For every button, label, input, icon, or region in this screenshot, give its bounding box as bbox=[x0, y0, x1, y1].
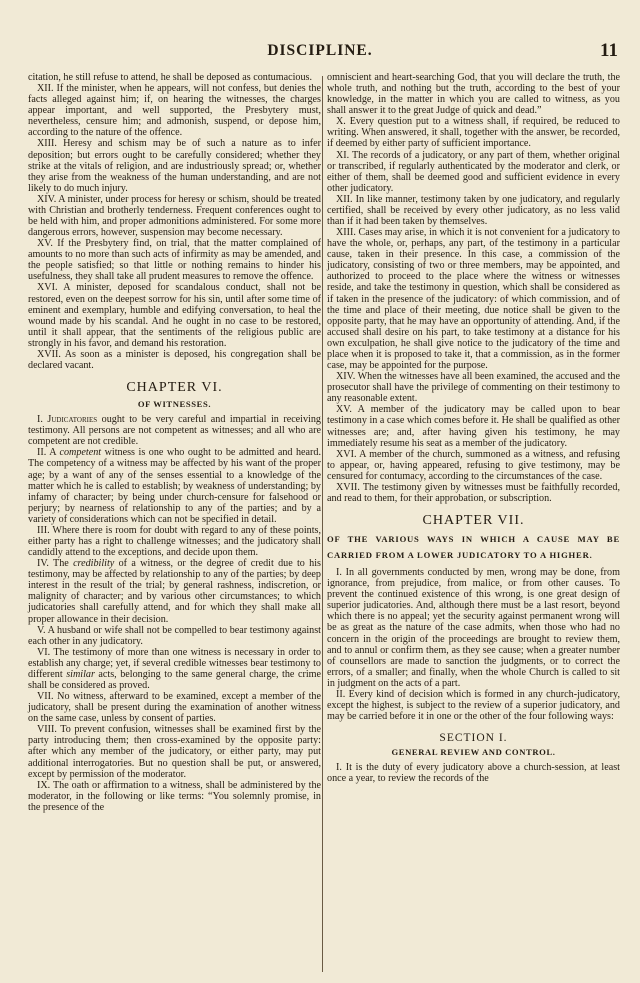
running-head bbox=[0, 40, 640, 70]
paragraph: VII. No witness, afterward to be examined, except a member of the judicatory, shall be present during the examination of another witness on the same case, unless by consent of parties. bbox=[28, 691, 321, 725]
paragraph: I. In all governments conducted by men, wrong may be done, from ignorance, from prejudice, from malice, or from other causes. To prevent the continued existence of this wrong, is one great design of superior judicatories. And, although there must be a last resort, beyond which there is no appeal; yet the security against permanent wrong will be as great as the nature of the case admits, when those who had no concern in the origin of the proceedings are brought to review them, and to annul or confirm them, as they see cause; when a greater number of counsellors are made to sanction the judgments, or to correct the errors, of a smaller; and finally, when the whole Church is called to sit in judgment on the acts of a part. bbox=[327, 567, 620, 689]
paragraph: XII. In like manner, testimony taken by one judicatory, and regularly certified, shall be received by every other judicatory, as no less valid than if it had been taken by themselves. bbox=[327, 193, 620, 228]
paragraph: XIII. Heresy and schism may be of such a nature as to infer deposition; but errors ought to be carefully considered; whether they strike at the vitals of religion, and are industriously spread; or, whether they arise from the weakness of the human understanding, and are not likely to do much injury. bbox=[28, 138, 321, 194]
running-title: DISCIPLINE. bbox=[267, 42, 373, 59]
italic-term: similar bbox=[66, 668, 95, 680]
paragraph: IX. The oath or affirmation to a witness, shall be administered by the moderator, in the following or like terms: “You solemnly promise, in the presence of the bbox=[28, 779, 321, 813]
paragraph: XV. A member of the judicatory may be called upon to bear testimony in a case which comes before it. He shall be qualified as other witnesses are; and, after having given his testimony, he may immediately resume his seat as a member of the judicatory. bbox=[327, 404, 620, 449]
italic-term: credibility bbox=[73, 558, 115, 570]
paragraph: XVI. A minister, deposed for scandalous conduct, shall not be restored, even on the deepest sorrow for his sin, until after some time of eminent and exemplary, humble and edifying conversation, to heal the wound made by his scandal. And he ought in no case to be restored, until it shall appear, that the sentiments of the religious public are strongly in his favor, and demand his restoration. bbox=[28, 282, 321, 349]
chapter-heading: CHAPTER VI. bbox=[126, 380, 223, 396]
paragraph: XVII. As soon as a minister is deposed, his congregation shall be declared vacant. bbox=[28, 348, 321, 372]
paragraph: XVI. A member of the church, summoned as a witness, and refusing to appear, or, having appeared, refusing to give testimony, may be censured for contumacy, according to the circumstances of the case. bbox=[327, 448, 620, 482]
paragraph: omniscient and heart-searching God, that you will declare the truth, the whole truth, and nothing but the truth, according to the best of your knowledge, in the matter in which you are called to witness, as you shall answer it to the great Judge of quick and dead.” bbox=[327, 72, 620, 117]
paragraph: XIV. When the witnesses have all been examined, the accused and the prosecutor shall have the privilege of commenting on their testimony to any reasonable extent. bbox=[327, 371, 620, 405]
paragraph: XVII. The testimony given by witnesses must be faithfully recorded, and read to them, for their approbation, or subscription. bbox=[327, 481, 620, 504]
italic-term: competent bbox=[59, 447, 102, 459]
chapter-heading: CHAPTER VII. bbox=[422, 513, 525, 529]
paragraph: VI. The testimony of more than one witness is necessary in order to establish any charge; yet, if several credible witnesses bear testimony to different similar acts, belonging to the same general charge, the crime shall be considered as proved. bbox=[28, 646, 321, 691]
paragraph: X. Every question put to a witness shall, if required, be reduced to writing. When answered, it shall, together with the answer, be recorded, if deemed by either party of sufficient importance. bbox=[327, 116, 620, 150]
paragraph: II. Every kind of decision which is formed in any church-judicatory, except the highest, is subject to the review of a superior judicatory, and may be carried before it in one or the other of the four following ways: bbox=[327, 688, 620, 723]
left-column bbox=[28, 72, 321, 813]
paragraph: XI. The records of a judicatory, or any part of them, whether original or transcribed, if regularly authenticated by the moderator and clerk, or either of them, shall be deemed good and sufficient evidence in every other judicatory. bbox=[327, 149, 620, 194]
page-number: 11 bbox=[600, 40, 618, 61]
smallcaps-word: Judicatories bbox=[47, 414, 98, 426]
chapter-subheading: OF WITNESSES. bbox=[137, 399, 212, 410]
paragraph: XV. If the Presbytery find, on trial, that the matter complained of amounts to no more than such acts of infirmity as may be amended, and the people satisfied; so that little or nothing remains to hinder his usefulness, they shall take all prudent measures to remove the offence. bbox=[28, 238, 321, 283]
right-column bbox=[327, 72, 620, 813]
paragraph: VIII. To prevent confusion, witnesses shall be examined first by the party introducing them; then cross-examined by the opposite party: after which any member of the judicatory, or either party, may put additional interrogatories. But no question shall be put, or answered, except by permission of the moderator. bbox=[28, 724, 321, 780]
paragraph: citation, he still refuse to attend, he shall be deposed as contumacious. bbox=[28, 72, 312, 83]
paragraph: II. A competent witness is one who ought to be admitted and heard. The competency of a witness may be affected by his want of the proper age; by a want of any of the senses essential to a knowledge of the matter which he is called to establish; by weakness of understanding; by infamy of character; by being under church-censure for falsehood or perjury; by nearness of relationship to any of the parties; and by a variety of considerations which can not be specified in detail. bbox=[28, 447, 321, 525]
paragraph: IV. The credibility of a witness, or the degree of credit due to his testimony, may be affected by relationship to any of the parties; by deep interest in the result of the trial; by general rashness, indiscretion, or malignity of character; and by various other circumstances; to which judicatories shall carefully attend, and for which they shall make all proper allowance in their decision. bbox=[28, 558, 321, 625]
paragraph: I. Judicatories ought to be very careful and impartial in receiving testimony. All persons are not competent as witnesses; and all who are competent are not credible. bbox=[28, 414, 321, 448]
paragraph: XIII. Cases may arise, in which it is not convenient for a judicatory to have the whole, or, perhaps, any part, of the testimony in a particular cause, taken in their presence. In this case, a commission of the judicatory, consisting of two or three members, may be appointed, and authorized to proceed to the place where the witness or witnesses reside, and take the testimony in question, which shall be considered as if taken in the presence of the judicatory: of which commission, and of the time and place of their meeting, due notice shall be given to the opposite party, that he may have an opportunity of attending. And, if the accused shall desire on his part, to take testimony at a distance for his own exculpation, he shall give notice to the judicatory of the time and place when it is proposed to take it, that a commission, as in the former case, may be appointed for the purpose. bbox=[327, 227, 620, 372]
paragraph: I. It is the duty of every judicatory above a church-session, at least once a year, to review the records of the bbox=[327, 762, 620, 785]
paragraph: XII. If the minister, when he appears, will not confess, but denies the facts alleged against him; if, on hearing the witnesses, the charges appear important, and well supported, the Presbytery must, nevertheless, censure him; and admonish, suspend, or depose him, according to the nature of the offence. bbox=[28, 83, 321, 139]
paragraph: V. A husband or wife shall not be compelled to bear testimony against each other in any judicatory. bbox=[28, 624, 321, 647]
paragraph: III. Where there is room for doubt with regard to any of these points, either party has a right to challenge witnesses; and the judicatory shall candidly attend to the exceptions, and decide upon them. bbox=[28, 524, 321, 559]
chapter-subheading: OF THE VARIOUS WAYS IN WHICH A CAUSE MAY BE CARRIED FROM A LOWER JUDICATORY TO A HIGHER. bbox=[327, 534, 620, 560]
section-heading: SECTION I. bbox=[439, 732, 508, 745]
paragraph: XIV. A minister, under process for heresy or schism, should be treated with Christian and brotherly tenderness. Frequent conferences ought to be held with him, and proper admonitions administered. For some more dangerous errors, however, suspension may become necessary. bbox=[28, 193, 321, 239]
text-columns bbox=[28, 72, 620, 813]
section-subheading: GENERAL REVIEW AND CONTROL. bbox=[391, 747, 556, 758]
